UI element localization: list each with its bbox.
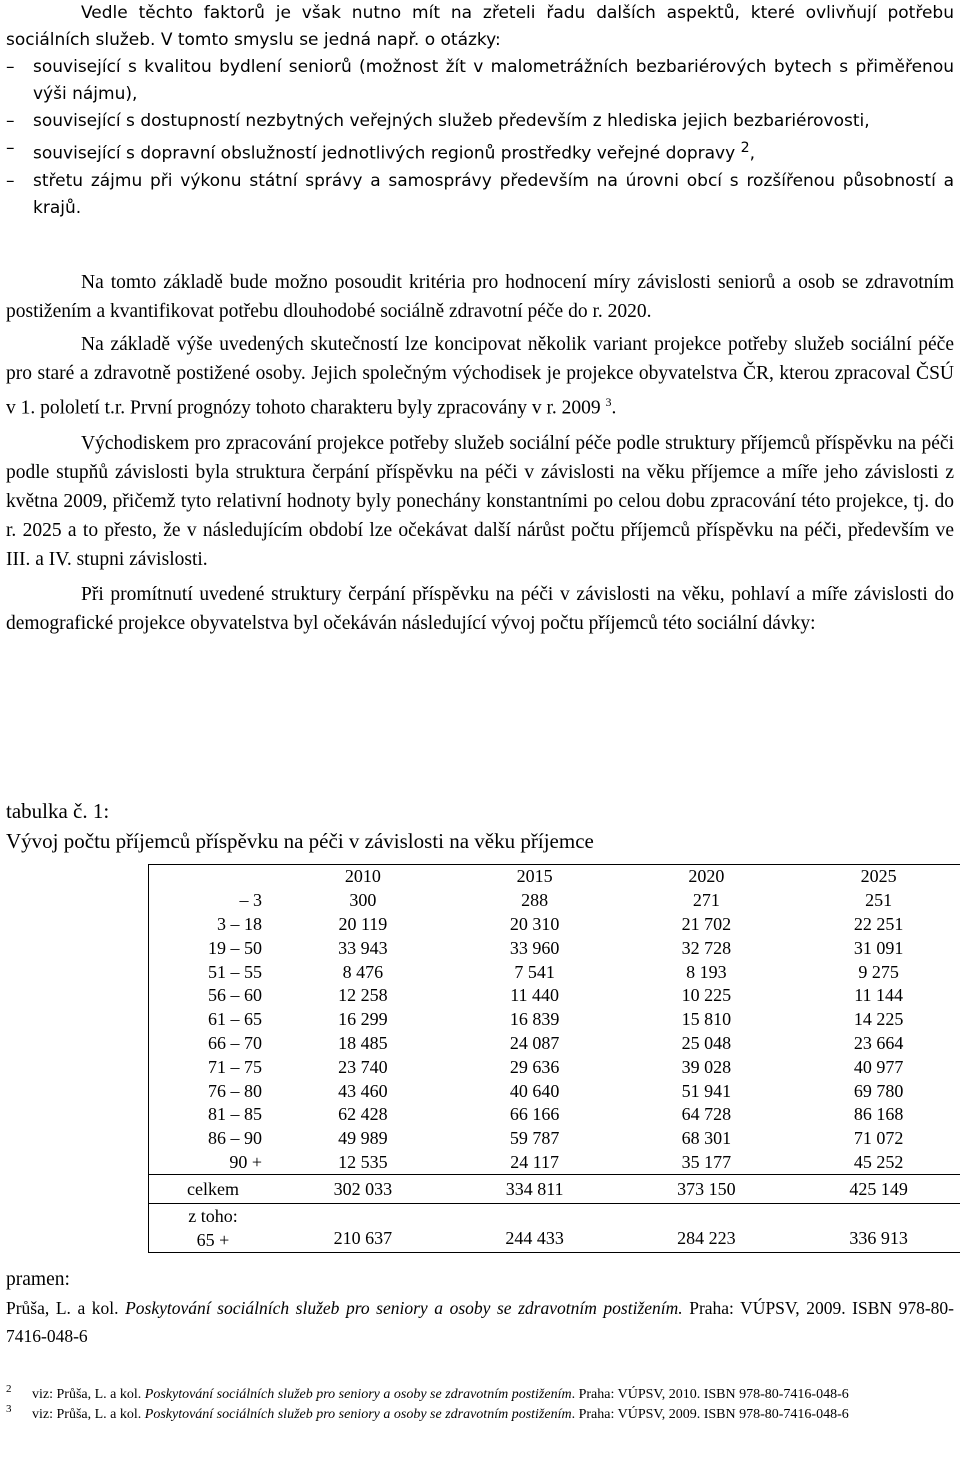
table-row: [149, 889, 960, 913]
value-cell: 7 541: [514, 961, 555, 982]
subtotal-label-line1: z toho:: [188, 1206, 238, 1227]
table-header-row: [149, 865, 960, 889]
list-item: [6, 168, 954, 222]
list-item: [6, 108, 954, 135]
table-row: [149, 1103, 960, 1127]
subtotal-label-line2: 65 +: [196, 1230, 230, 1251]
value-cell: 10 225: [681, 985, 732, 1006]
value-cell: 31 091: [792, 936, 960, 960]
value-cell: 11 440: [510, 985, 560, 1006]
value-cell: 69 780: [792, 1079, 960, 1103]
age-group-cell: 76 – 80: [149, 1079, 278, 1103]
value-cell: 45 252: [792, 1151, 960, 1175]
list-item-punct: ,: [749, 143, 755, 164]
aspects-list: [6, 54, 954, 222]
subtotal-row: [149, 1204, 960, 1253]
footnote-number: 3: [6, 1403, 12, 1415]
value-cell: 23 664: [792, 1032, 960, 1056]
value-cell: 29 636: [509, 1056, 560, 1077]
source-citation: [6, 1294, 954, 1350]
value-cell: 15 810: [681, 1009, 732, 1030]
subtotal-value-cell: 244 433: [449, 1204, 621, 1253]
value-cell: 59 787: [509, 1128, 560, 1149]
paragraph: Při promítnutí uvedené struktury čerpání příspěvku na péči v závislosti na věku, pohlaví a míře závislosti do demografické projekce obyvatelstva byl očekáván následující vývoj počtu příjemců této sociální dávky:: [6, 583, 954, 634]
subtotal-label-cell: [149, 1204, 278, 1253]
age-group-cell: 86 – 90: [149, 1127, 278, 1151]
footnote-ref[interactable]: 2: [740, 140, 750, 156]
footnote: [6, 1385, 954, 1405]
value-cell: 33 943: [338, 937, 388, 958]
total-value-cell: 334 811: [449, 1175, 621, 1204]
footnote-rest: . Praha: VÚPSV, 2010. ISBN 978-80-7416-048-6: [571, 1387, 849, 1402]
footnote: [6, 1405, 954, 1425]
table-caption: [6, 796, 594, 856]
value-cell: 8 193: [686, 961, 727, 982]
recipients-table: [148, 864, 960, 1253]
value-cell: 71 072: [792, 1127, 960, 1151]
list-item: [6, 135, 954, 168]
table-title: Vývoj počtu příjemců příspěvku na péči v závislosti na věku příjemce: [6, 829, 594, 853]
age-group-cell: 56 – 60: [149, 984, 278, 1008]
age-group-cell: 51 – 55: [149, 960, 278, 984]
value-cell: 251: [792, 889, 960, 913]
year-header: 2010: [277, 865, 449, 889]
list-item-text: související s dopravní obslužností jednotlivých regionů prostředky veřejné dopravy: [33, 143, 741, 164]
value-cell: 62 428: [338, 1104, 388, 1125]
total-value-cell: 302 033: [277, 1175, 449, 1204]
value-cell: 9 275: [792, 960, 960, 984]
age-group-cell: 66 – 70: [149, 1032, 278, 1056]
value-cell: 12 535: [338, 1151, 388, 1172]
year-header: 2020: [621, 865, 793, 889]
footnote-ref[interactable]: 3: [605, 395, 612, 409]
value-cell: 300: [349, 890, 377, 911]
footnote-title: Poskytování sociálních služeb pro seniory a osoby se zdravotním postižením: [144, 1387, 572, 1402]
value-cell: 66 166: [509, 1104, 560, 1125]
footnote-prefix: viz: Průša, L. a kol.: [32, 1387, 145, 1402]
table-row: [149, 1079, 960, 1103]
year-header: 2015: [449, 865, 621, 889]
source-rest: Praha: VÚPSV, 2009. ISBN 978-80-7416-048-6: [6, 1298, 954, 1346]
paragraph-text: Na základě výše uvedených skutečností lze koncipovat několik variant projekce potřeby služeb sociální péče pro staré a zdravotně postižené osoby. Jejich společným východisek je projekce obyvatelstva ČR, kterou zpracoval ČSÚ v 1. pololetí t.r. První prognózy tohoto charakteru byly zpracovány v r. 2009: [6, 334, 954, 419]
value-cell: 14 225: [792, 1008, 960, 1032]
value-cell: 12 258: [338, 985, 388, 1006]
list-item-text: související s kvalitou bydlení seniorů (možnost žít v malometrážních bezbariérových bytech s přiměřenou výši nájmu),: [33, 57, 954, 104]
table-row: [149, 1151, 960, 1175]
age-group-cell: – 3: [149, 889, 278, 913]
paragraph: Východiskem pro zpracování projekce potřeby služeb sociální péče podle struktury příjemců příspěvku na péči podle stupňů závislosti byla struktura čerpání příspěvku na péči v závislosti na věku příjemce a míře jeho závislosti z května 2009, přičemž tyto relativní hodnoty byly ponechány konstantními po celou dobu zpracování této projekce, tj. do r. 2025 a to přesto, že v následujícím období lze očekávat další nárůst počtu příjemců příspěvku na péči, především ve III. a IV. stupni závislosti.: [6, 432, 954, 570]
dash-bullet: –: [6, 57, 15, 77]
value-cell: 16 299: [338, 1009, 388, 1030]
intro-paragraph: Vedle těchto faktorů je však nutno mít na zřeteli řadu dalších aspektů, které ovlivňují potřebu sociálních služeb. V tomto smyslu se jedná např. o otázky:: [6, 3, 954, 50]
table-row: [149, 1032, 960, 1056]
body-section: [6, 268, 954, 642]
value-cell: 288: [521, 890, 549, 911]
value-cell: 20 310: [509, 913, 560, 934]
value-cell: 51 941: [681, 1080, 732, 1101]
subtotal-value-cell: 284 223: [621, 1204, 793, 1253]
source-title: Poskytování sociálních služeb pro seniory a osoby se zdravotním postižením.: [125, 1298, 683, 1318]
total-row: [149, 1175, 960, 1204]
footnote-rest: . Praha: VÚPSV, 2009. ISBN 978-80-7416-048-6: [571, 1407, 849, 1422]
value-cell: 22 251: [792, 913, 960, 937]
value-cell: 68 301: [681, 1128, 732, 1149]
table-row: [149, 960, 960, 984]
table-label: tabulka č. 1:: [6, 799, 110, 823]
list-item: [6, 54, 954, 108]
table-body: [149, 865, 960, 1253]
footnote-title: Poskytování sociálních služeb pro seniory a osoby se zdravotním postižením: [144, 1407, 572, 1422]
value-cell: 18 485: [338, 1032, 388, 1053]
paragraph: Na tomto základě bude možno posoudit kritéria pro hodnocení míry závislosti seniorů a osob se zdravotním postižením a kvantifikovat potřebu dlouhodobé sociálně zdravotní péče do r. 2020.: [6, 272, 954, 322]
value-cell: 21 702: [681, 913, 732, 934]
age-group-cell: 19 – 50: [149, 936, 278, 960]
year-header: 2025: [792, 865, 960, 889]
subtotal-value-cell: 336 913: [792, 1204, 960, 1253]
total-value-cell: 373 150: [621, 1175, 793, 1204]
table-row: [149, 913, 960, 937]
corner-cell: [149, 865, 278, 889]
value-cell: 8 476: [342, 961, 384, 982]
source-section: [6, 1265, 954, 1350]
value-cell: 39 028: [681, 1056, 732, 1077]
age-group-cell: 81 – 85: [149, 1103, 278, 1127]
value-cell: 20 119: [338, 913, 388, 934]
dash-bullet: –: [6, 170, 15, 191]
table-row: [149, 936, 960, 960]
footnote-prefix: viz: Průša, L. a kol.: [32, 1407, 145, 1422]
subtotal-value-cell: 210 637: [277, 1204, 449, 1253]
table-row: [149, 1008, 960, 1032]
total-label-cell: celkem: [149, 1175, 278, 1204]
value-cell: 43 460: [338, 1080, 388, 1101]
age-group-cell: 61 – 65: [149, 1008, 278, 1032]
dash-bullet: –: [6, 138, 15, 158]
value-cell: 64 728: [681, 1104, 732, 1125]
dash-bullet: –: [6, 111, 15, 131]
intro-section: [6, 0, 954, 222]
value-cell: 23 740: [338, 1056, 388, 1077]
value-cell: 11 144: [792, 984, 960, 1008]
value-cell: 35 177: [681, 1151, 732, 1172]
value-cell: 24 117: [510, 1151, 560, 1172]
value-cell: 24 087: [509, 1032, 560, 1053]
list-item-text: střetu zájmu při výkonu státní správy a samosprávy především na úrovni obcí s rozšířenou působností a krajů.: [33, 170, 954, 218]
age-group-cell: 71 – 75: [149, 1055, 278, 1079]
footnote-number: 2: [6, 1383, 12, 1395]
value-cell: 86 168: [792, 1103, 960, 1127]
table-row: [149, 1127, 960, 1151]
value-cell: 32 728: [681, 937, 732, 958]
footnotes-section: [6, 1385, 954, 1425]
paragraph-end: .: [611, 397, 617, 419]
table-row: [149, 1055, 960, 1079]
source-label: pramen:: [6, 1269, 70, 1290]
total-value-cell: 425 149: [792, 1175, 960, 1204]
value-cell: 40 977: [792, 1055, 960, 1079]
paragraph: [6, 330, 954, 423]
value-cell: 49 989: [338, 1128, 388, 1149]
age-group-cell: 3 – 18: [149, 913, 278, 937]
value-cell: 16 839: [509, 1009, 560, 1030]
age-group-cell: 90 +: [149, 1151, 278, 1175]
source-authors: Průša, L. a kol.: [6, 1298, 126, 1318]
value-cell: 33 960: [509, 937, 560, 958]
list-item-text: související s dostupností nezbytných veřejných služeb především z hlediska jejich bezbariérovosti,: [33, 111, 870, 131]
value-cell: 40 640: [509, 1080, 560, 1101]
value-cell: 25 048: [681, 1032, 732, 1053]
value-cell: 271: [692, 890, 720, 911]
table-row: [149, 984, 960, 1008]
